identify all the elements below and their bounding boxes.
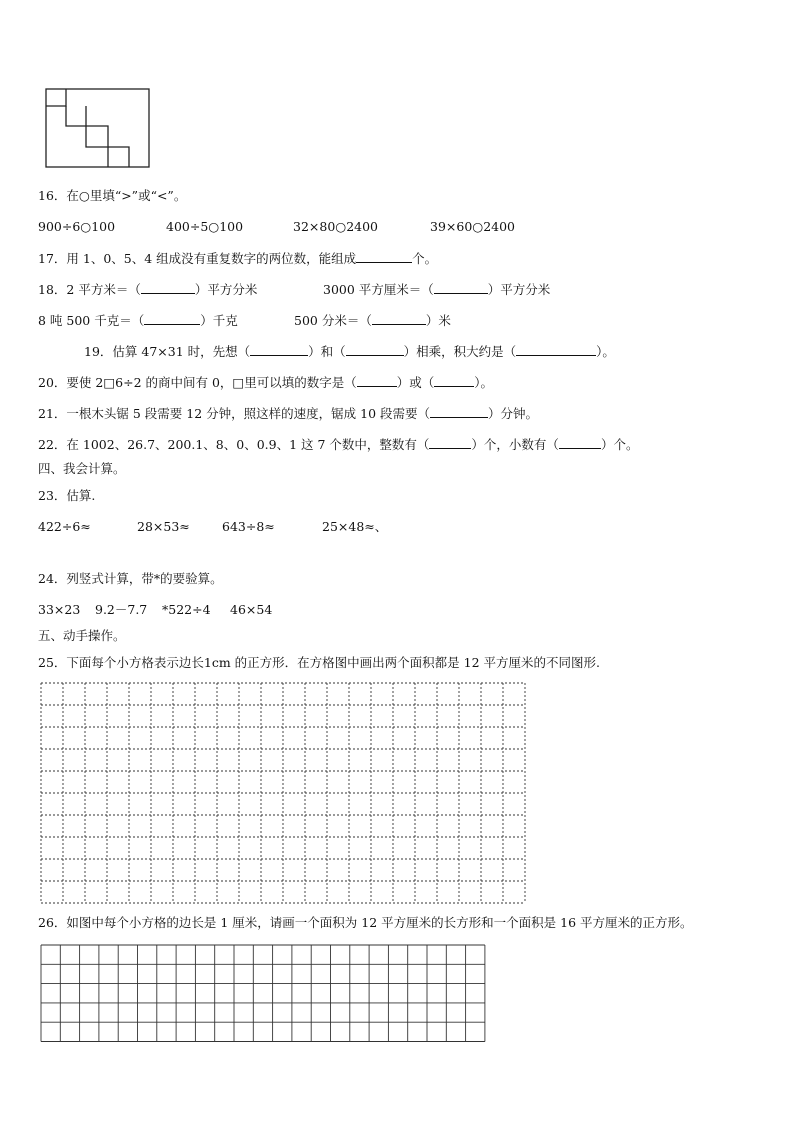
q24-item: 46×54: [230, 602, 273, 617]
answer-blank[interactable]: [516, 343, 596, 356]
q18-row1: 18．2 平方米＝（ ）平方分米 3000 平方厘米＝（ ）平方分米: [38, 282, 551, 297]
answer-blank[interactable]: [141, 281, 195, 294]
q24-item: 33×23: [38, 602, 81, 617]
answer-blank[interactable]: [372, 312, 426, 325]
q21: 21．一根木头锯 5 段需要 12 分钟，照这样的速度，锯成 10 段需要（ ）分钟。: [38, 406, 539, 421]
q23-item: 28×53≈: [137, 519, 190, 534]
q24-item: *522÷4: [162, 602, 211, 617]
answer-blank[interactable]: [434, 374, 474, 387]
staircase-figure: [0, 0, 794, 180]
answer-blank[interactable]: [144, 312, 200, 325]
q19: 19．估算 47×31 时，先想（ ）和（ ）相乘，积大约是（ ）。: [84, 344, 615, 359]
answer-blank[interactable]: [346, 343, 404, 356]
q22: 22．在 1002、26.7、200.1、8、0、0.9、1 这 7 个数中，整数有（ ）个，小数有（ ）个。: [38, 437, 639, 452]
q23-item: 422÷6≈: [38, 519, 91, 534]
q16-item: 39×60○2400: [430, 219, 516, 234]
answer-blank[interactable]: [430, 405, 488, 418]
q23-item: 25×48≈、: [322, 519, 388, 534]
q16-item: 32×80○2400: [293, 219, 379, 234]
answer-blank[interactable]: [559, 436, 601, 449]
section-heading: 五、动手操作。: [38, 628, 126, 643]
q16-item: 900÷6○100: [38, 219, 116, 234]
q23-item: 643÷8≈: [222, 519, 275, 534]
answer-blank[interactable]: [356, 250, 412, 263]
section-heading: 四、我会计算。: [38, 461, 126, 476]
q17: 17．用 1、0、5、4 组成没有重复数字的两位数，能组成 个。: [38, 251, 438, 266]
q18-row2: 8 吨 500 千克＝（ ）千克 500 分米＝（ ）米: [38, 313, 451, 328]
answer-blank[interactable]: [357, 374, 397, 387]
q25-title: 25．下面每个小方格表示边长1cm 的正方形．在方格图中画出两个面积都是 12 平方厘米的不同图形.: [38, 655, 601, 670]
q24-item: 9.2－7.7: [95, 602, 148, 617]
q23-title: 23．估算.: [38, 488, 96, 503]
answer-blank[interactable]: [429, 436, 471, 449]
q16-title: 16．在○里填“>”或“<”。: [38, 188, 187, 203]
q24-title: 24．列竖式计算，带*的要验算。: [38, 571, 223, 586]
answer-blank[interactable]: [250, 343, 308, 356]
q26-title: 26．如图中每个小方格的边长是 1 厘米，请画一个面积为 12 平方厘米的长方形和一个面积是 16 平方厘米的正方形。: [38, 915, 693, 930]
answer-blank[interactable]: [434, 281, 488, 294]
q16-item: 400÷5○100: [166, 219, 244, 234]
q20: 20．要使 2□6÷2 的商中间有 0，□里可以填的数字是（ ）或（ ）。: [38, 375, 494, 390]
